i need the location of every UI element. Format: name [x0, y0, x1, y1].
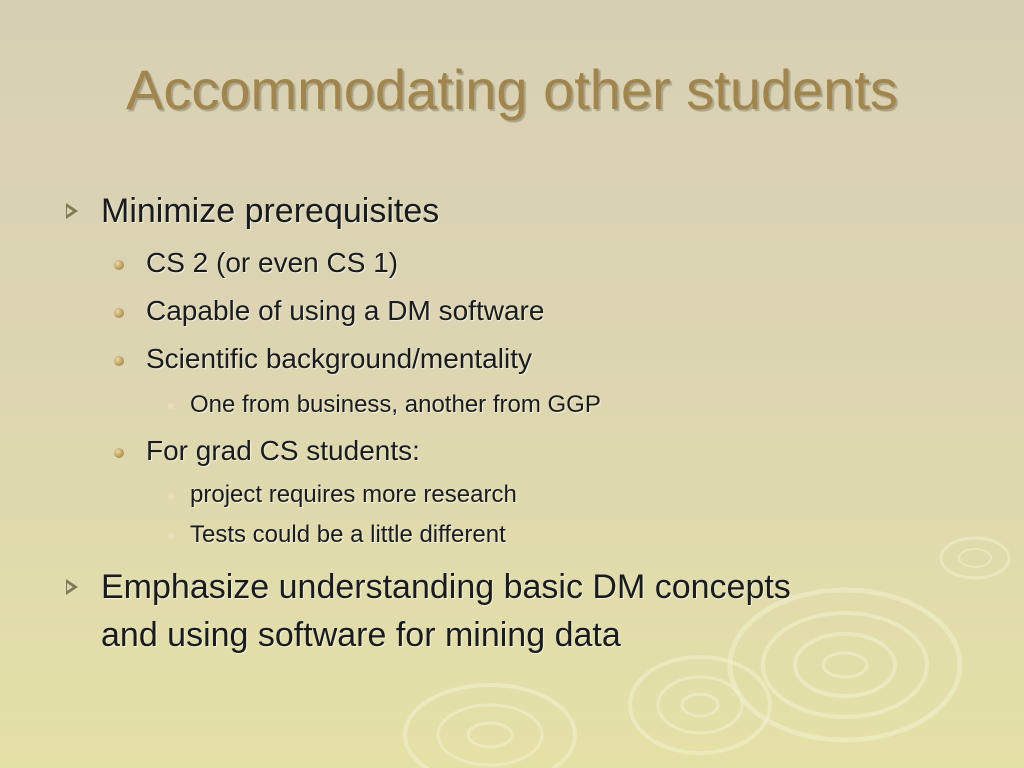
- arrow-bullet-icon: [66, 579, 78, 595]
- small-dot-bullet-icon: [168, 493, 174, 499]
- bullet-text: project requires more research: [190, 481, 517, 508]
- bullet-text: and using software for mining data: [101, 616, 621, 654]
- bullet-text: Minimize prerequisites: [101, 192, 440, 230]
- bullet-text: For grad CS students:: [146, 435, 420, 466]
- small-dot-bullet-icon: [168, 533, 174, 539]
- bullet-text: CS 2 (or even CS 1): [146, 247, 399, 278]
- bullet-text: Tests could be a little different: [190, 521, 506, 548]
- slide-title: Accommodating other students: [126, 58, 898, 121]
- small-dot-bullet-icon: [168, 403, 174, 409]
- bullet-text: One from business, another from GGP: [190, 391, 601, 418]
- dot-bullet-icon: [114, 308, 124, 318]
- bullet-text: Scientific background/mentality: [146, 343, 532, 374]
- dot-bullet-icon: [114, 448, 124, 458]
- arrow-bullet-icon: [66, 203, 78, 219]
- bullet-text: Capable of using a DM software: [146, 295, 545, 326]
- bullet-text: Emphasize understanding basic DM concepts: [101, 568, 791, 606]
- dot-bullet-icon: [114, 260, 124, 270]
- dot-bullet-icon: [114, 356, 124, 366]
